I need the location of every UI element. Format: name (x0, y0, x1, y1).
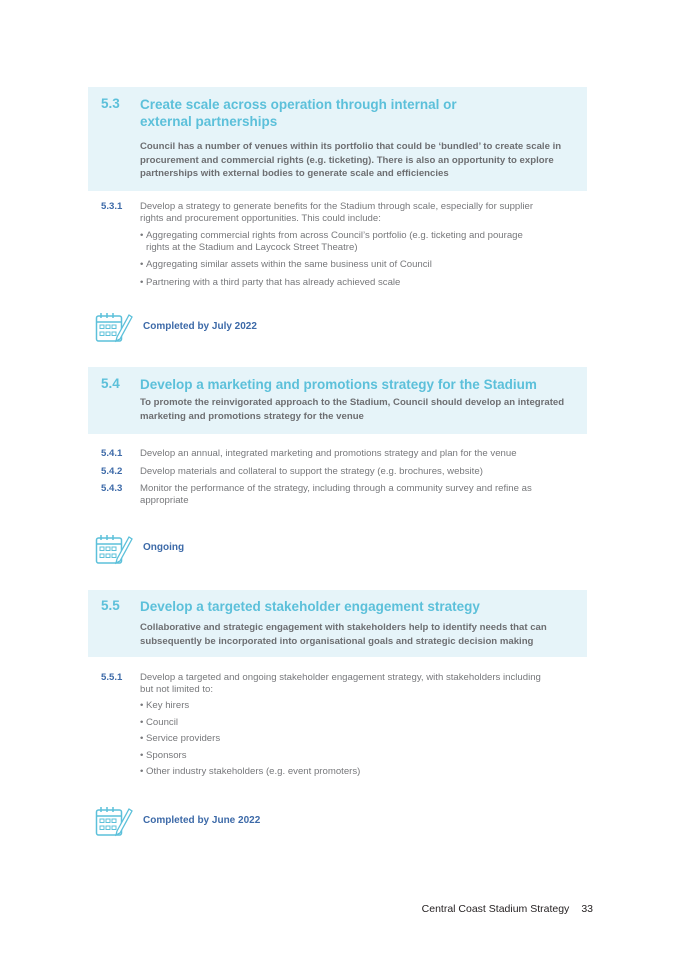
bullet-line: • Partnering with a third party that has already achieved scale (146, 276, 401, 288)
section-number: 5.4 (101, 376, 120, 391)
desc-line: Collaborative and strategic engagement with stakeholders help to identify needs that can (140, 622, 547, 633)
bullet-item (140, 259, 587, 271)
calendar-pencil-icon (95, 311, 133, 343)
section-description (140, 396, 575, 423)
item-number: 5.5.1 (101, 672, 123, 683)
bullet-item (140, 750, 587, 762)
desc-line: procurement and commercial rights (e.g. ticketing). There is also an opportunity to explore (140, 154, 554, 166)
item-number: 5.3.1 (101, 201, 123, 212)
item-text-line: Develop a strategy to generate benefits for the Stadium through scale, especially for supplier (140, 201, 534, 212)
list-item (88, 201, 587, 288)
item-text (140, 466, 587, 478)
section-items (88, 201, 587, 288)
bullet-line: • Key hirers (146, 700, 190, 711)
item-text-line: but not limited to: (140, 683, 214, 695)
bullet-item (140, 230, 587, 253)
section-title-line: external partnerships (140, 114, 278, 129)
section-5-3 (88, 87, 587, 191)
bullet-line: • Sponsors (146, 749, 187, 761)
desc-line: marketing and promotions strategy for the venue (140, 410, 364, 422)
desc-line: subsequently be incorporated into organisational goals and strategic decision making (140, 635, 534, 647)
bullet-item (140, 766, 587, 778)
desc-line: partnerships with external bodies to generate scale and efficiencies (140, 168, 449, 179)
item-text-line: Develop a targeted and ongoing stakeholder engagement strategy, with stakeholders including (140, 672, 541, 683)
list-item (88, 448, 587, 460)
bullet-item (140, 717, 587, 729)
section-5-4 (88, 367, 587, 434)
list-item (88, 483, 587, 506)
item-text-line: appropriate (140, 494, 189, 506)
section-description (140, 621, 575, 648)
status-text: Ongoing (143, 542, 185, 553)
section-description (140, 140, 575, 181)
section-number: 5.3 (101, 96, 120, 111)
bullet-line: rights at the Stadium and Laycock Street Theatre) (146, 241, 358, 253)
section-5-5 (88, 590, 587, 657)
section-items (88, 448, 587, 506)
item-text (140, 672, 587, 695)
calendar-pencil-icon (95, 533, 133, 565)
bullet-item (140, 277, 587, 289)
desc-line: To promote the reinvigorated approach to the Stadium, Council should develop an integrated (140, 397, 565, 408)
section-items (88, 672, 587, 778)
page-number: 33 (581, 903, 593, 915)
section-title-line: Develop a marketing and promotions strategy for the Stadium (140, 377, 537, 392)
item-number: 5.4.1 (101, 448, 123, 459)
item-text-line: Develop an annual, integrated marketing and promotions strategy and plan for the venue (140, 448, 517, 459)
section-header (88, 590, 587, 657)
item-text (140, 201, 587, 224)
bullet-line: • Aggregating similar assets within the same business unit of Council (146, 259, 432, 270)
section-title (140, 96, 575, 130)
calendar-pencil-icon (95, 805, 133, 837)
bullet-line: • Other industry stakeholders (e.g. event promoters) (146, 766, 361, 777)
section-header (88, 87, 587, 191)
bullet-item (140, 733, 587, 745)
item-text-line: rights and procurement opportunities. This could include: (140, 212, 381, 224)
item-number: 5.4.3 (101, 483, 123, 494)
item-text-line: Monitor the performance of the strategy, including through a community survey and refine as (140, 483, 532, 494)
section-number: 5.5 (101, 598, 120, 613)
document-title: Central Coast Stadium Strategy (421, 903, 570, 915)
status-text: Completed by July 2022 (143, 321, 257, 332)
status-text: Completed by June 2022 (143, 815, 261, 826)
section-header (88, 367, 587, 434)
item-text (140, 448, 587, 460)
list-item (88, 466, 587, 478)
desc-line: Council has a number of venues within its portfolio that could be ‘bundled’ to create scale in (140, 141, 562, 152)
bullet-line: • Council (146, 716, 178, 728)
item-text-line: Develop materials and collateral to support the strategy (e.g. brochures, website) (140, 465, 483, 477)
section-title-line: Create scale across operation through internal or (140, 97, 457, 112)
bullet-line: • Aggregating commercial rights from across Council’s portfolio (e.g. ticketing and pourage (146, 230, 523, 241)
section-title (140, 598, 575, 615)
section-title-line: Develop a targeted stakeholder engagement strategy (140, 599, 480, 614)
item-text (140, 483, 587, 506)
page-footer (350, 903, 593, 915)
bullet-line: • Service providers (146, 733, 221, 744)
list-item (88, 672, 587, 778)
item-number: 5.4.2 (101, 465, 123, 477)
section-title (140, 376, 575, 393)
bullet-item (140, 700, 587, 712)
